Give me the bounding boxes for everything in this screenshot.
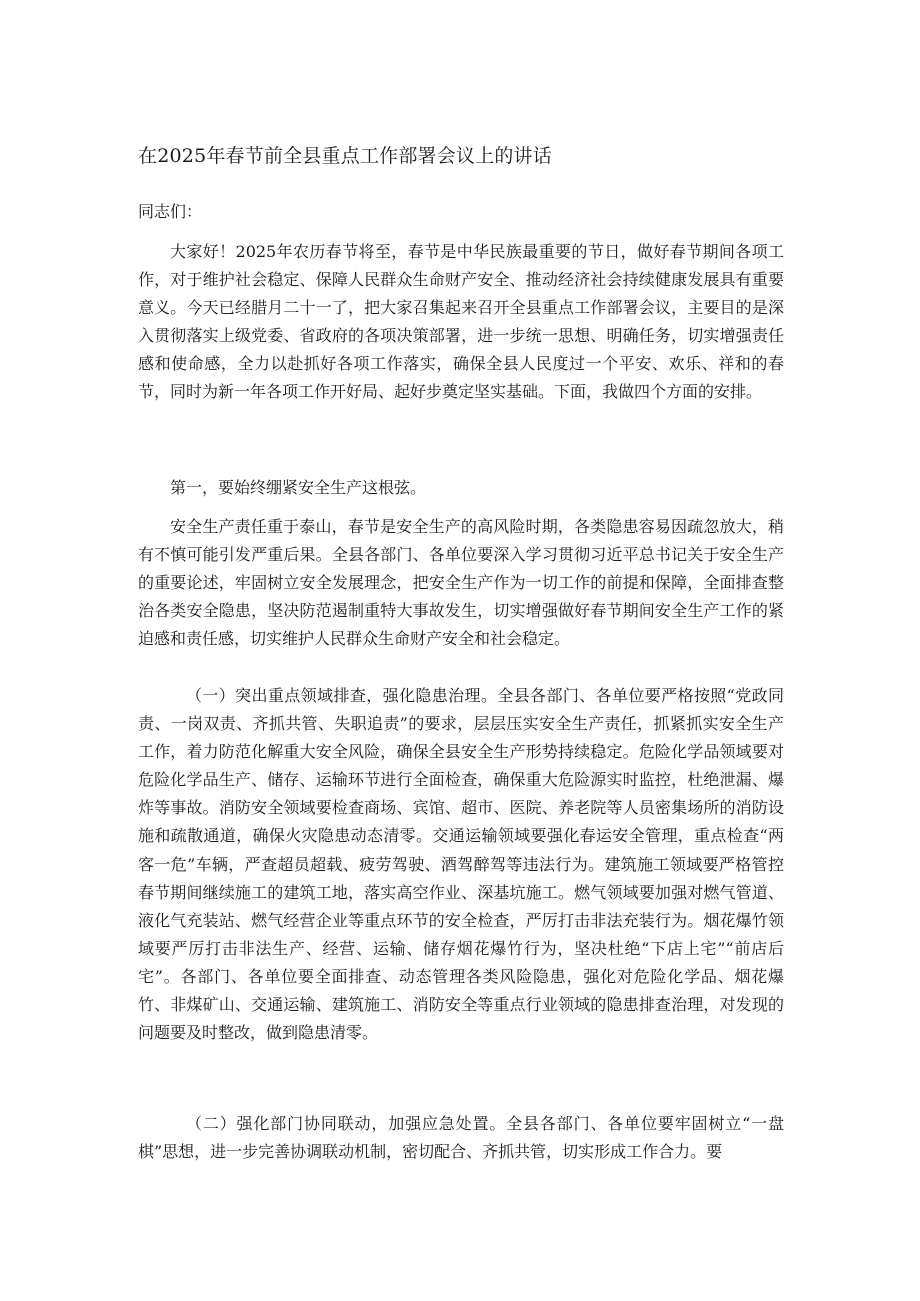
section1-body: 安全生产责任重于泰山，春节是安全生产的高风险时期，各类隐患容易因疏忽放大，稍有不慎可能引发严重后果。全县各部门、各单位要深入学习贯彻习近平总书记关于安全生产的重要论述，牢固树立安全发展理念，把安全生产作为一切工作的前提和保障，全面排查整治各类安全隐患，坚决防范遏制重特大事故发生，切实增强做好春节期间安全生产工作的紧迫感和责任感，切实维护人民群众生命财产安全和社会稳定。 — [138, 517, 784, 649]
salutation: 同志们： — [138, 202, 203, 221]
subsection1-paragraph: （一）突出重点领域排查，强化隐患治理。全县各部门、各单位要严格按照“党政同责、一岗双责、齐抓共管、失职追责”的要求，层层压实安全生产责任，抓紧抓实安全生产工作，着力防范化解重大安全风险，确保全县安全生产形势持续稳定。危险化学品领域要对危险化学品生产、储存、运输环节进行全面检查，确保重大危险源实时监控，杜绝泄漏、爆炸等事故。消防安全领域要检查商场、宾馆、超市、医院、养老院等人员密集场所的消防设施和疏散通道，确保火灾隐患动态清零。交通运输领域要强化春运安全管理，重点检查“两客一危”车辆，严查超员超载、疲劳驾驶、酒驾醉驾等违法行为。建筑施工领域要严格管控春节期间继续施工的建筑工地，落实高空作业、深基坑施工。燃气领域要加强对燃气管道、液化气充装站、燃气经营企业等重点环节的安全检查，严厉打击非法充装行为。烟花爆竹领域要严厉打击非法生产、经营、运输、储存烟花爆竹行为，坚决杜绝“下店上宅”“前店后宅”。各部门、各单位要全面排查、动态管理各类风险隐患，强化对危险化学品、烟花爆竹、非煤矿山、交通运输、建筑施工、消防安全等重点行业领域的隐患排查治理，对发现的问题要及时整改，做到隐患清零。 — [138, 686, 784, 1043]
document-title: 在2025年春节前全县重点工作部署会议上的讲话 — [138, 145, 552, 167]
intro-paragraph: 大家好！2025年农历春节将至，春节是中华民族最重要的节日，做好春节期间各项工作，对于维护社会稳定、保障人民群众生命财产安全、推动经济社会持续健康发展具有重要意义。今天已经腊月二十一了，把大家召集起来召开全县重点工作部署会议，主要目的是深入贯彻落实上级党委、省政府的各项决策部署，进一步统一思想、明确任务，切实增强责任感和使命感，全力以赴抓好各项工作落实，确保全县人民度过一个平安、欢乐、祥和的春节，同时为新一年各项工作开好局、起好步奠定坚实基础。下面，我做四个方面的安排。 — [138, 242, 784, 402]
subsection2-paragraph: （二）强化部门协同联动，加强应急处置。全县各部门、各单位要牢固树立“一盘棋”思想，进一步完善协调联动机制，密切配合、齐抓共管，切实形成工作合力。要 — [138, 1114, 784, 1162]
section1-heading: 第一，要始终绷紧安全生产这根弦。 — [170, 478, 427, 497]
